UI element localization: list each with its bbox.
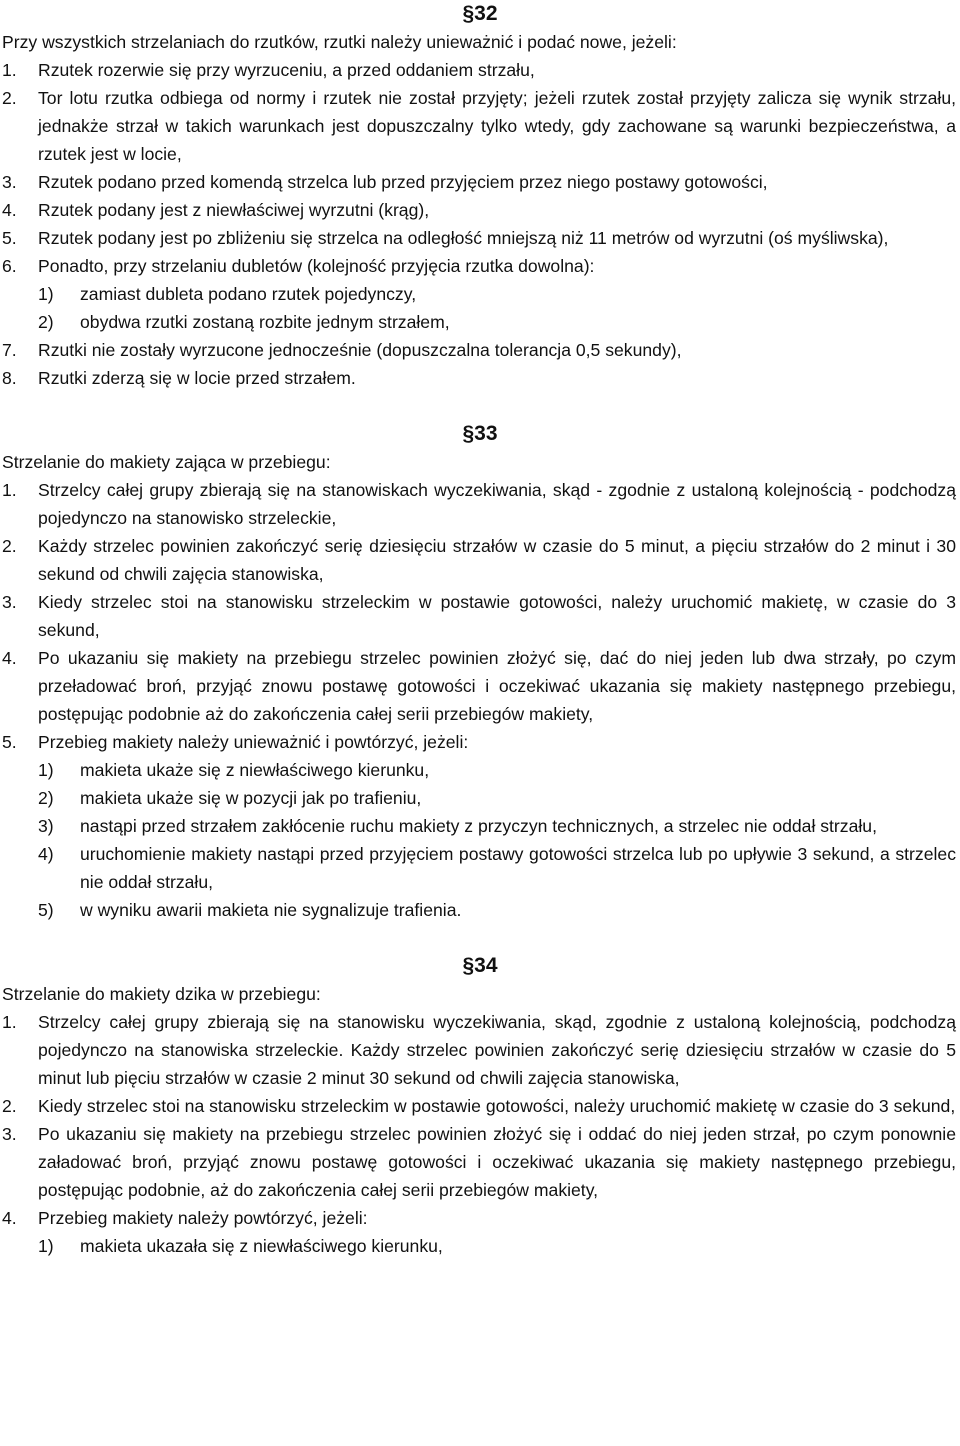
section-heading: §32 bbox=[462, 2, 498, 25]
list-item bbox=[2, 1120, 956, 1204]
item-text: Rzutki zderzą się w locie przed strzałem. bbox=[38, 368, 356, 388]
item-text: Po ukazaniu się makiety na przebiegu strzelec powinien złożyć się i oddać do niej jeden strzał, po czym ponownie załadować broń, przyjąć znowu postawę gotowości i oczekiwać ukazania się makiety następnego przebiegu, postępując podobnie, aż do zakończenia całej serii przebiegów makiety, bbox=[38, 1124, 956, 1200]
sub-item-number: 5) bbox=[38, 900, 54, 920]
section-33 bbox=[2, 420, 956, 924]
list-item bbox=[2, 168, 956, 196]
list-item bbox=[2, 728, 956, 756]
rule-list bbox=[2, 1008, 956, 1260]
section-34 bbox=[2, 952, 956, 1260]
list-item bbox=[2, 224, 956, 252]
list-item bbox=[2, 252, 956, 280]
sub-item-text: makieta ukaże się z niewłaściwego kierunku, bbox=[80, 760, 430, 780]
item-number: 2. bbox=[2, 1096, 17, 1116]
item-number: 7. bbox=[2, 340, 17, 360]
sub-item-text: zamiast dubleta podano rzutek pojedynczy, bbox=[80, 284, 417, 304]
item-text: Kiedy strzelec stoi na stanowisku strzeleckim w postawie gotowości, należy uruchomić makietę, w czasie do 3 sekund, bbox=[38, 592, 956, 640]
sub-list-item bbox=[2, 308, 956, 336]
item-text: Przebieg makiety należy unieważnić i powtórzyć, jeżeli: bbox=[38, 732, 469, 752]
sub-item-number: 1) bbox=[38, 1236, 54, 1256]
section-intro: Strzelanie do makiety dzika w przebiegu: bbox=[2, 984, 321, 1004]
list-item bbox=[2, 476, 956, 532]
item-number: 3. bbox=[2, 172, 17, 192]
item-text: Strzelcy całej grupy zbierają się na stanowisku wyczekiwania, skąd, zgodnie z ustaloną kolejnością, podchodzą pojedynczo na stanowiska strzeleckie. Każdy strzelec powinien zakończyć serię dziesięciu strzałów w czasie do 5 minut lub pięciu strzałów w czasie 2 minut 30 sekund od chwili zajęcia stanowiska, bbox=[38, 1012, 956, 1088]
item-text: Po ukazaniu się makiety na przebiegu strzelec powinien złożyć się, dać do niej jeden lub dwa strzały, po czym przeładować broń, przyjąć znowu postawę gotowości i oczekiwać ukazania się makiety następnego przebiegu, postępując podobnie aż do zakończenia całej serii przebiegów makiety, bbox=[38, 648, 956, 724]
sub-item-text: makieta ukazała się z niewłaściwego kierunku, bbox=[80, 1236, 443, 1256]
item-number: 4. bbox=[2, 200, 17, 220]
section-intro: Strzelanie do makiety zająca w przebiegu: bbox=[2, 452, 331, 472]
sub-item-number: 4) bbox=[38, 844, 54, 864]
rule-list bbox=[2, 56, 956, 392]
item-text: Rzutki nie zostały wyrzucone jednocześnie (dopuszczalna tolerancja 0,5 sekundy), bbox=[38, 340, 682, 360]
sub-list-item bbox=[2, 1232, 956, 1260]
section-32 bbox=[2, 0, 956, 392]
sub-list-item bbox=[2, 896, 956, 924]
item-text: Przebieg makiety należy powtórzyć, jeżeli: bbox=[38, 1208, 368, 1228]
sub-item-text: w wyniku awarii makieta nie sygnalizuje trafienia. bbox=[80, 900, 462, 920]
item-number: 2. bbox=[2, 536, 17, 556]
item-number: 1. bbox=[2, 480, 17, 500]
list-item bbox=[2, 1092, 956, 1120]
list-item bbox=[2, 532, 956, 588]
item-text: Tor lotu rzutka odbiega od normy i rzutek nie został przyjęty; jeżeli rzutek został przyjęty zalicza się wynik strzału, jednakże strzał w takich warunkach jest dopuszczalny tylko wtedy, gdy zachowane są warunki bezpieczeństwa, a rzutek jest w locie, bbox=[38, 88, 956, 164]
sub-item-text: obydwa rzutki zostaną rozbite jednym strzałem, bbox=[80, 312, 450, 332]
sub-list-item bbox=[2, 280, 956, 308]
list-item bbox=[2, 336, 956, 364]
list-item bbox=[2, 196, 956, 224]
item-number: 5. bbox=[2, 228, 17, 248]
list-item bbox=[2, 364, 956, 392]
item-text: Rzutek podano przed komendą strzelca lub przed przyjęciem przez niego postawy gotowości, bbox=[38, 172, 768, 192]
sub-list-item bbox=[2, 756, 956, 784]
item-text: Każdy strzelec powinien zakończyć serię dziesięciu strzałów w czasie do 5 minut, a pięciu strzałów do 2 minut i 30 sekund od chwili zajęcia stanowiska, bbox=[38, 536, 956, 584]
item-number: 1. bbox=[2, 1012, 17, 1032]
item-number: 6. bbox=[2, 256, 17, 276]
section-heading: §34 bbox=[462, 954, 498, 977]
item-text: Rzutek podany jest po zbliżeniu się strzelca na odległość mniejszą niż 11 metrów od wyrzutni (oś myśliwska), bbox=[38, 228, 889, 248]
sub-item-text: uruchomienie makiety nastąpi przed przyjęciem postawy gotowości strzelca lub po upływie 3 sekund, a strzelec nie oddał strzału, bbox=[80, 844, 956, 892]
item-number: 3. bbox=[2, 1124, 17, 1144]
list-item bbox=[2, 588, 956, 644]
sub-item-text: nastąpi przed strzałem zakłócenie ruchu makiety z przyczyn technicznych, a strzelec nie oddał strzału, bbox=[80, 816, 877, 836]
sub-list-item bbox=[2, 840, 956, 896]
item-number: 5. bbox=[2, 732, 17, 752]
list-item bbox=[2, 56, 956, 84]
item-text: Kiedy strzelec stoi na stanowisku strzeleckim w postawie gotowości, należy uruchomić makietę w czasie do 3 sekund, bbox=[38, 1096, 956, 1116]
sub-list-item bbox=[2, 784, 956, 812]
list-item bbox=[2, 644, 956, 728]
sub-item-number: 2) bbox=[38, 312, 54, 332]
list-item bbox=[2, 84, 956, 168]
sub-item-number: 1) bbox=[38, 284, 54, 304]
sub-item-text: makieta ukaże się w pozycji jak po trafieniu, bbox=[80, 788, 422, 808]
item-text: Rzutek podany jest z niewłaściwej wyrzutni (krąg), bbox=[38, 200, 430, 220]
sub-item-number: 2) bbox=[38, 788, 54, 808]
item-number: 3. bbox=[2, 592, 17, 612]
item-number: 4. bbox=[2, 648, 17, 668]
sub-item-number: 1) bbox=[38, 760, 54, 780]
item-number: 4. bbox=[2, 1208, 17, 1228]
section-heading: §33 bbox=[462, 422, 498, 445]
list-item bbox=[2, 1204, 956, 1232]
rule-list bbox=[2, 476, 956, 924]
item-text: Rzutek rozerwie się przy wyrzuceniu, a przed oddaniem strzału, bbox=[38, 60, 535, 80]
item-number: 8. bbox=[2, 368, 17, 388]
item-text: Ponadto, przy strzelaniu dubletów (kolejność przyjęcia rzutka dowolna): bbox=[38, 256, 595, 276]
section-intro: Przy wszystkich strzelaniach do rzutków, rzutki należy unieważnić i podać nowe, jeżeli: bbox=[2, 32, 677, 52]
item-number: 1. bbox=[2, 60, 17, 80]
sub-item-number: 3) bbox=[38, 816, 54, 836]
item-text: Strzelcy całej grupy zbierają się na stanowiskach wyczekiwania, skąd - zgodnie z ustaloną kolejnością - podchodzą pojedynczo na stanowisko strzeleckie, bbox=[38, 480, 956, 528]
item-number: 2. bbox=[2, 88, 17, 108]
sub-list-item bbox=[2, 812, 956, 840]
list-item bbox=[2, 1008, 956, 1092]
